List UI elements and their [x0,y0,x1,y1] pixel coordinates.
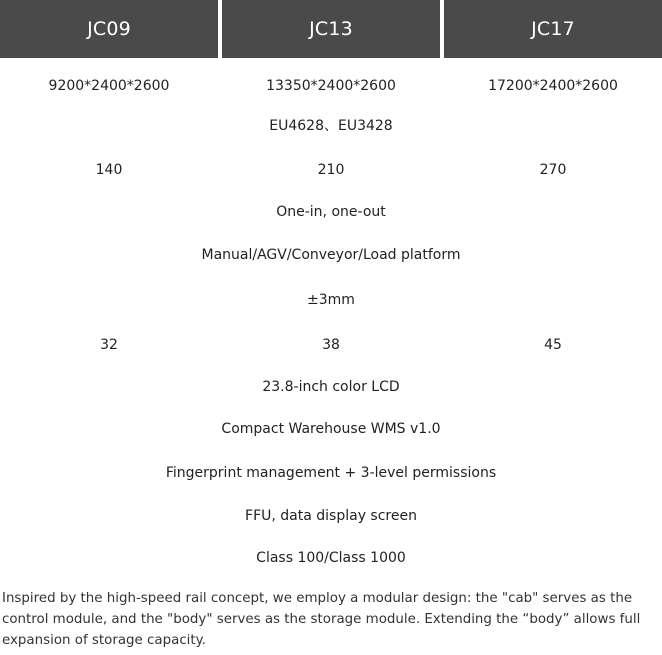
access-mode-value: One-in, one-out [276,204,386,220]
table-row-capacity [0,158,662,182]
description-line-3: expansion of storage capacity. [2,633,206,648]
software-value: Compact Warehouse WMS v1.0 [221,421,441,437]
capacity-jc17: 270 [539,162,567,178]
security-value: Fingerprint management + 3-level permissions [165,465,497,481]
column-header-jc13: JC13 [222,0,440,58]
loading-value: Manual/AGV/Conveyor/Load platform [201,247,461,263]
extras-value: FFU, data display screen [245,508,417,524]
count-jc17: 45 [544,337,562,353]
count-jc09: 32 [100,337,118,353]
column-header-jc09: JC09 [0,0,218,58]
cleanliness-value: Class 100/Class 1000 [256,550,406,566]
table-row-container-size [0,114,662,138]
table-row-count [0,333,662,357]
description-paragraph [2,588,652,651]
table-row-software [0,417,662,441]
capacity-jc09: 140 [95,162,123,178]
container-size-value: EU4628、EU3428 [269,118,393,134]
table-row-extras [0,504,662,528]
table-row-accuracy [0,288,662,312]
description-line-1: Inspired by the high-speed rail concept, we employ a modular design: the "cab" serves as the [2,591,633,606]
dimensions-jc09: 9200*2400*2600 [48,78,170,94]
table-row-security [0,461,662,485]
table-row-dimensions [0,74,662,98]
table-row-loading [0,243,662,267]
description-line-2: control module, and the "body" serves as the storage module. Extending the “body” allows full [2,612,641,627]
accuracy-value: ±3mm [307,292,355,308]
table-header [0,0,662,58]
dimensions-jc17: 17200*2400*2600 [488,78,618,94]
column-header-jc17: JC17 [444,0,662,58]
table-row-cleanliness [0,546,662,570]
display-value: 23.8-inch color LCD [262,379,400,395]
dimensions-jc13: 13350*2400*2600 [266,78,396,94]
capacity-jc13: 210 [317,162,345,178]
table-row-access-mode [0,200,662,224]
table-row-display [0,375,662,399]
count-jc13: 38 [322,337,340,353]
